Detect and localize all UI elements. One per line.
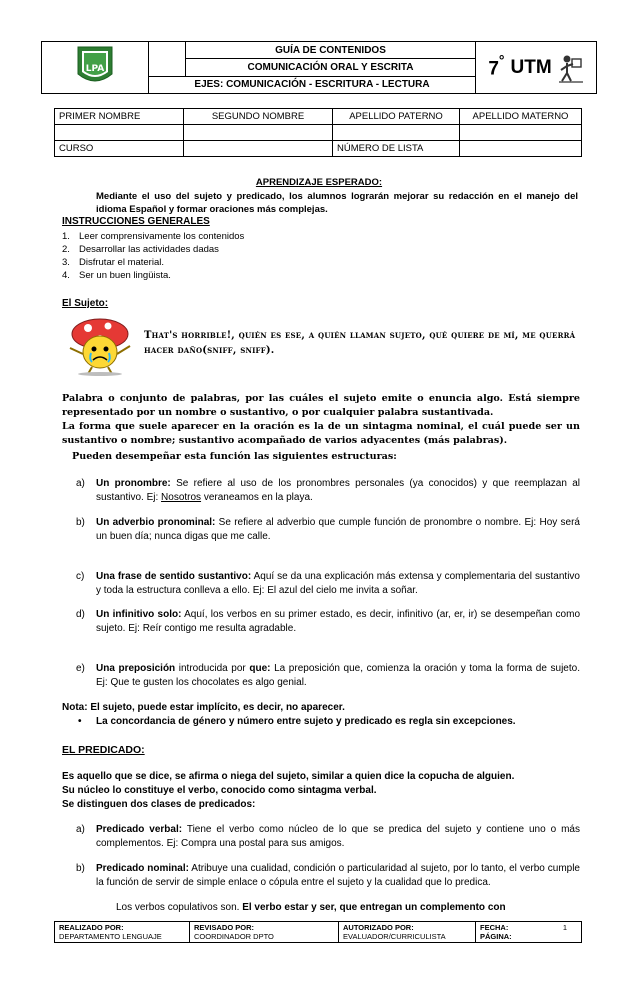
grade-cell: [476, 42, 597, 94]
col-primer-nombre: PRIMER NOMBRE: [55, 109, 184, 125]
utm-label: UTM: [510, 56, 552, 78]
instruccion-item: 1. Leer comprensivamente los contenidos: [62, 231, 245, 242]
sujeto-item-a: a) Un pronombre: Se refiere al uso de los pronombres personales (ya conocidos) y que reemplazan al sustantivo. Ej: Nosotros veraneamos en la playa.: [76, 478, 581, 503]
footer-revisado: REVISADO POR: COORDINADOR DPTO: [190, 922, 339, 943]
crying-mushroom-icon: [64, 316, 136, 376]
header-line3: EJES: COMUNICACIÓN - ESCRITURA - LECTURA: [149, 76, 476, 93]
student-info-table: [54, 108, 582, 157]
field-segundo-nombre[interactable]: [184, 125, 333, 141]
instrucciones-title: INSTRUCCIONES GENERALES: [62, 216, 210, 227]
predicado-p2: Su núcleo lo constituye el verbo, conocido como sintagma verbal.: [62, 785, 377, 796]
logo-cell: [42, 42, 149, 94]
reading-figure-icon: [558, 53, 584, 83]
footer-autorizado: AUTORIZADO POR: EVALUADOR/CURRICULISTA: [339, 922, 476, 943]
field-apellido-materno[interactable]: [460, 125, 582, 141]
sujeto-item-e: e) Una preposición introducida por que: La preposición que, comienza la oración y toma la forma de sujeto. Ej: Que te gusten los chocolates es algo genial.: [76, 663, 580, 688]
sujeto-p3: Pueden desempeñar esta función las siguientes estructuras:: [72, 451, 397, 462]
header-line1: GUÍA DE CONTENIDOS: [186, 42, 476, 59]
concordancia-bullet: • La concordancia de género y número entre sujeto y predicado es regla sin excepciones.: [78, 716, 516, 727]
instruccion-item: 3. Disfrutar el material.: [62, 257, 164, 268]
aprendizaje-text: Mediante el uso del sujeto y predicado, los alumnos lograrán mejorar su redacción en el manejo del idioma Español y formar oraciones más complejas.: [96, 191, 578, 215]
mushroom-speech: That's horrible!, quién es ese, a quién llaman sujeto, qué quiere de mí, me querrá hacer daño(sniff, sniff).: [144, 330, 576, 356]
bullet-icon: •: [78, 716, 82, 727]
grade-number: 7°: [488, 52, 505, 80]
instrucciones-list: [62, 230, 244, 282]
footer-realizado: REALIZADO POR: DEPARTAMENTO LENGUAJE: [55, 922, 190, 943]
footer-table: [54, 921, 582, 943]
col-apellido-paterno: APELLIDO PATERNO: [333, 109, 460, 125]
instruccion-item: 2. Desarrollar las actividades dadas: [62, 244, 219, 255]
page-number: 1: [562, 923, 567, 932]
logo-text: LPA: [85, 64, 105, 74]
sujeto-item-b: b) Un adverbio pronominal: Se refiere al adverbio que cumple función de pronombre o nombre. Ej: Hoy será un buen día; nunca digas que me calle.: [76, 517, 580, 542]
label-curso: CURSO: [55, 141, 184, 157]
field-primer-nombre[interactable]: [55, 125, 184, 141]
field-curso[interactable]: [184, 141, 333, 157]
predicado-item-a: a) Predicado verbal: Tiene el verbo como núcleo de lo que se predica del sujeto y contiene uno o más complementos. Ej: Compra una postal para sus amigos.: [76, 824, 580, 849]
predicado-title: EL PREDICADO:: [62, 744, 145, 756]
header-line2: COMUNICACIÓN ORAL Y ESCRITA: [186, 59, 476, 76]
field-apellido-paterno[interactable]: [333, 125, 460, 141]
sujeto-item-d: d) Un infinitivo solo: Aquí, los verbos en su primer estado, es decir, infinitivo (ar, er, ir) se desempeñan como sujeto. Ej: Reír contigo me resulta agradable.: [76, 609, 581, 634]
predicado-item-b: b) Predicado nominal: Atribuye una cualidad, condición o particularidad al sujeto, por lo tanto, el verbo cumple la función de servir de simple enlace o cópula entre el sujeto y la cualidad que lo predica.: [76, 863, 580, 888]
field-numero-lista[interactable]: [460, 141, 582, 157]
sujeto-p1: Palabra o conjunto de palabras, por las cuáles el sujeto emite o enuncia algo. Está siempre representado por un nombre o sustantivo, o por cualquier palabra sustantivada.: [62, 393, 580, 418]
label-numero-lista: NÚMERO DE LISTA: [333, 141, 460, 157]
school-logo-icon: [70, 44, 120, 88]
sujeto-p2: La forma que suele aparecer en la oración es la de un sintagma nominal, el cuál puede ser un sustantivo o nombre; sustantivo acompañado de varios adyacentes (más palabras).: [62, 421, 580, 446]
sujeto-item-c: c) Una frase de sentido sustantivo: Aquí se da una explicación más extensa y complementaria del sustantivo y toda la estructura conlleva a ello. Ej: El azul del cielo me invita a soñar.: [76, 571, 580, 596]
nota-text: Nota: El sujeto, puede estar implícito, es decir, no aparecer.: [62, 702, 345, 713]
copulativos-line: Los verbos copulativos son. El verbo estar y ser, que entregan un complemento con: [116, 902, 506, 913]
instruccion-item: 4. Ser un buen lingüista.: [62, 270, 171, 281]
aprendizaje-title: APRENDIZAJE ESPERADO:: [255, 177, 383, 188]
header-table: [41, 41, 597, 94]
predicado-p3: Se distinguen dos clases de predicados:: [62, 799, 256, 810]
predicado-p1: Es aquello que se dice, se afirma o niega del sujeto, similar a quien dice la copucha de alguien.: [62, 771, 515, 782]
footer-fecha-pagina: FECHA: 1 PÁGINA:: [476, 922, 582, 943]
col-apellido-materno: APELLIDO MATERNO: [460, 109, 582, 125]
sujeto-title: El Sujeto:: [62, 298, 109, 309]
col-segundo-nombre: SEGUNDO NOMBRE: [184, 109, 333, 125]
